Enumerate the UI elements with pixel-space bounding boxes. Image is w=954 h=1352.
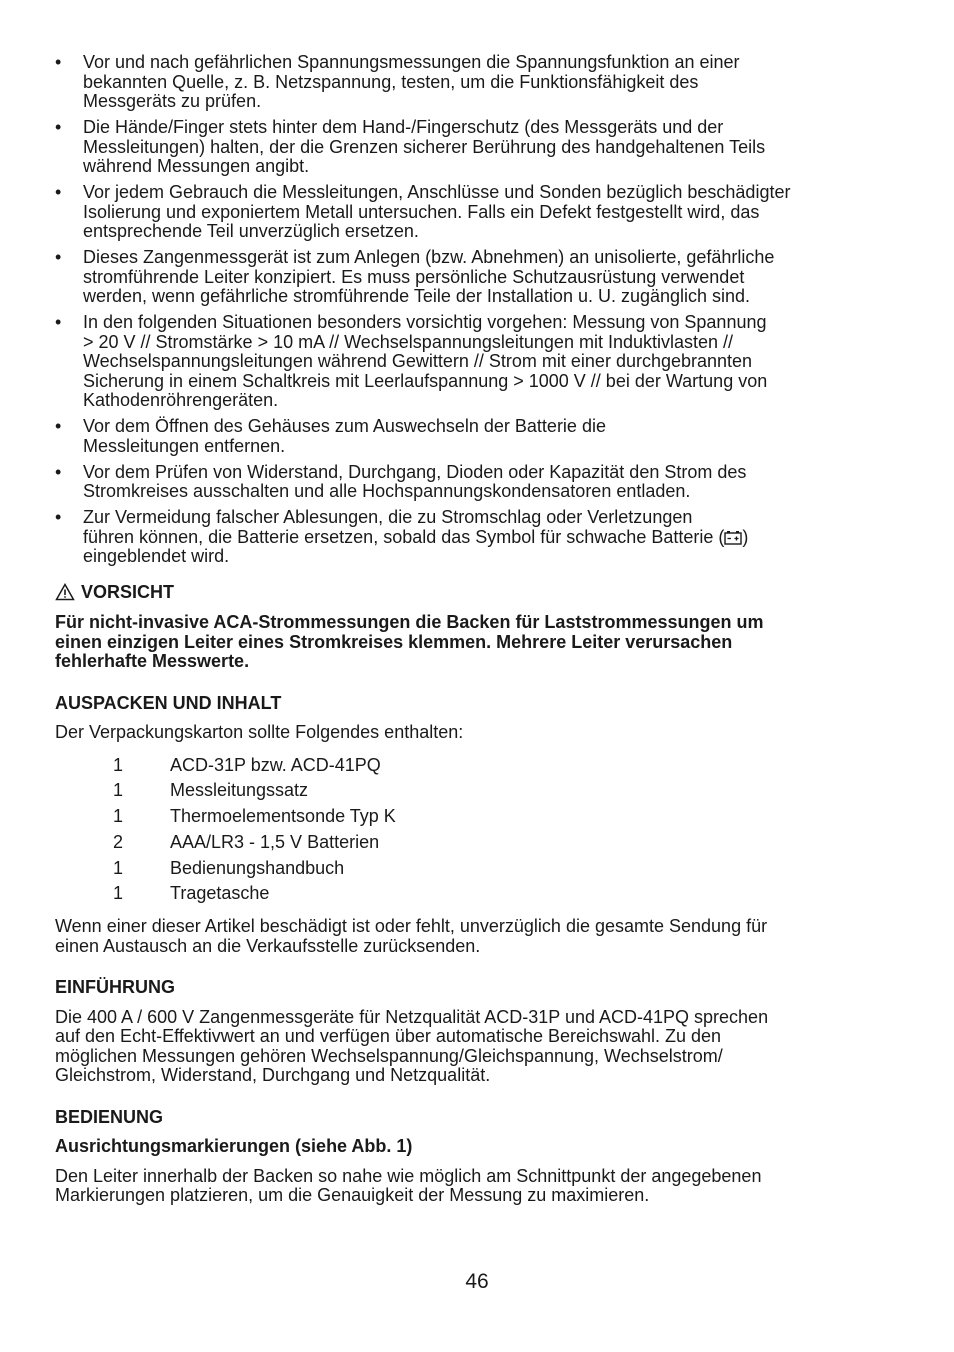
bullet-dot: • <box>55 461 62 482</box>
bullet-item <box>55 508 915 567</box>
bullet-item <box>55 248 915 307</box>
bullet-line: Messleitungen) halten, der die Grenzen sicherer Berührung des handgehaltenen Teils <box>83 136 766 157</box>
text-line: Die 400 A / 600 V Zangenmessgeräte für Netzqualität ACD-31P und ACD-41PQ sprechen <box>55 1006 769 1027</box>
warning-triangle-icon <box>55 583 75 601</box>
bullet-item <box>55 313 915 411</box>
caution-heading <box>55 583 915 603</box>
operation-text <box>55 1167 915 1206</box>
item-quantity: 1 <box>113 806 124 827</box>
item-quantity: 1 <box>113 883 124 904</box>
bullet-line: Wechselspannungsleitungen während Gewittern // Strom mit einer durchgebrannten <box>83 351 753 371</box>
safety-bullet-list <box>55 53 915 502</box>
item-quantity: 1 <box>113 780 124 801</box>
text-line: Gleichstrom, Widerstand, Durchgang und Netzqualität. <box>55 1065 491 1086</box>
item-name: ACD-31P bzw. ACD-41PQ <box>170 754 381 775</box>
item-quantity: 1 <box>113 754 124 775</box>
bullet-item <box>55 183 915 242</box>
bullet-line: Messleitungen entfernen. <box>83 435 286 456</box>
bullet-line: Die Hände/Finger stets hinter dem Hand-/Fingerschutz (des Messgeräts und der <box>83 117 724 137</box>
bullet-line: Isolierung und exponiertem Metall untersuchen. Falls ein Defekt festgestellt wird, das <box>83 201 760 222</box>
caution-text <box>55 613 915 672</box>
bullet-item <box>55 417 915 456</box>
bullet-line: In den folgenden Situationen besonders vorsichtig vorgehen: Messung von Spannung <box>83 312 767 332</box>
bullet-dot: • <box>55 117 62 137</box>
document-page <box>55 53 915 1206</box>
bullet-line: Vor dem Prüfen von Widerstand, Durchgang, Dioden oder Kapazität den Strom des <box>83 461 747 482</box>
page-number: 46 <box>465 1270 489 1293</box>
bullet-line: Zur Vermeidung falscher Ablesungen, die zu Stromschlag oder Verletzungen <box>83 507 693 527</box>
item-name: Messleitungssatz <box>170 780 309 801</box>
contents-item <box>55 881 915 907</box>
bullet-line: > 20 V // Stromstärke > 10 mA // Wechselspannungsleitungen mit Induktivlasten // <box>83 331 734 352</box>
bullet-text: ) <box>742 526 749 547</box>
bullet-line: entsprechende Teil unverzüglich ersetzen. <box>83 221 419 241</box>
section-heading-introduction: EINFÜHRUNG <box>55 977 175 998</box>
bullet-line: Kathodenröhrengeräten. <box>83 390 279 410</box>
bullet-item <box>55 463 915 502</box>
subheading-alignment-marks: Ausrichtungsmarkierungen (siehe Abb. 1) <box>55 1136 413 1157</box>
contents-item <box>55 804 915 830</box>
caution-line: einen einzigen Leiter eines Stromkreises klemmen. Mehrere Leiter verursachen <box>55 631 733 652</box>
bullet-dot: • <box>55 52 62 72</box>
bullet-line <box>83 528 915 548</box>
caution-title: VORSICHT <box>81 581 175 602</box>
introduction-text <box>55 1008 915 1086</box>
text-line: Den Leiter innerhalb der Backen so nahe wie möglich am Schnittpunkt der angegebenen <box>55 1165 762 1186</box>
text-line: möglichen Messungen gehören Wechselspannung/Gleichspannung, Wechselstrom/ <box>55 1045 723 1066</box>
bullet-line: werden, wenn gefährliche stromführende Teile der Installation u. U. zugänglich sind. <box>83 286 751 306</box>
unpacking-outro <box>55 917 915 956</box>
item-name: Tragetasche <box>170 883 270 904</box>
caution-line: fehlerhafte Messwerte. <box>55 651 250 671</box>
bullet-line: Stromkreises ausschalten und alle Hochspannungskondensatoren entladen. <box>83 481 691 501</box>
bullet-dot: • <box>55 182 62 202</box>
bullet-line: während Messungen angibt. <box>83 156 310 176</box>
contents-item <box>55 753 915 779</box>
bullet-line: Vor und nach gefährlichen Spannungsmessungen die Spannungsfunktion an einer <box>83 52 740 72</box>
section-heading-operation: BEDIENUNG <box>55 1106 164 1127</box>
bullet-dot: • <box>55 247 62 267</box>
bullet-dot: • <box>55 507 62 527</box>
bullet-dot: • <box>55 416 62 436</box>
bullet-item <box>55 118 915 177</box>
caution-line: Für nicht-invasive ACA-Strommessungen die Backen für Laststrommessungen um <box>55 612 764 632</box>
bullet-line: bekannten Quelle, z. B. Netzspannung, testen, um die Funktionsfähigkeit des <box>83 71 699 92</box>
bullet-item <box>55 53 915 112</box>
item-quantity: 1 <box>113 857 124 878</box>
bullet-line: Messgeräts zu prüfen. <box>83 91 262 111</box>
bullet-line: Dieses Zangenmessgerät ist zum Anlegen (bzw. Abnehmen) an unisolierte, gefährliche <box>83 247 775 267</box>
item-quantity: 2 <box>113 831 124 852</box>
unpacking-intro: Der Verpackungskarton sollte Folgendes enthalten: <box>55 722 464 742</box>
bullet-line: Sicherung in einem Schaltkreis mit Leerlaufspannung > 1000 V // bei der Wartung von <box>83 370 768 391</box>
bullet-line: Vor dem Öffnen des Gehäuses zum Auswechseln der Batterie die <box>83 416 606 436</box>
contents-item <box>55 830 915 856</box>
low-battery-icon <box>724 530 742 545</box>
contents-list <box>55 753 915 908</box>
contents-item <box>55 778 915 804</box>
text-line: einen Austausch an die Verkaufsstelle zurücksenden. <box>55 935 481 956</box>
item-name: AAA/LR3 - 1,5 V Batterien <box>170 831 380 852</box>
item-name: Bedienungshandbuch <box>170 857 345 878</box>
item-name: Thermoelementsonde Typ K <box>170 806 396 827</box>
bullet-line: stromführende Leiter konzipiert. Es muss persönliche Schutzausrüstung verwendet <box>83 266 745 287</box>
contents-item <box>55 856 915 882</box>
section-heading-unpacking: AUSPACKEN UND INHALT <box>55 692 282 713</box>
text-line: Wenn einer dieser Artikel beschädigt ist oder fehlt, unverzüglich die gesamte Sendung für <box>55 916 768 937</box>
text-line: Markierungen platzieren, um die Genauigkeit der Messung zu maximieren. <box>55 1185 650 1206</box>
bullet-line: eingeblendet wird. <box>83 546 230 566</box>
text-line: auf den Echt-Effektivwert an und verfügen über automatische Bereichswahl. Zu den <box>55 1026 722 1047</box>
bullet-dot: • <box>55 312 62 332</box>
bullet-line: Vor jedem Gebrauch die Messleitungen, Anschlüsse und Sonden bezüglich beschädigter <box>83 182 791 202</box>
bullet-text: führen können, die Batterie ersetzen, sobald das Symbol für schwache Batterie ( <box>83 526 725 547</box>
